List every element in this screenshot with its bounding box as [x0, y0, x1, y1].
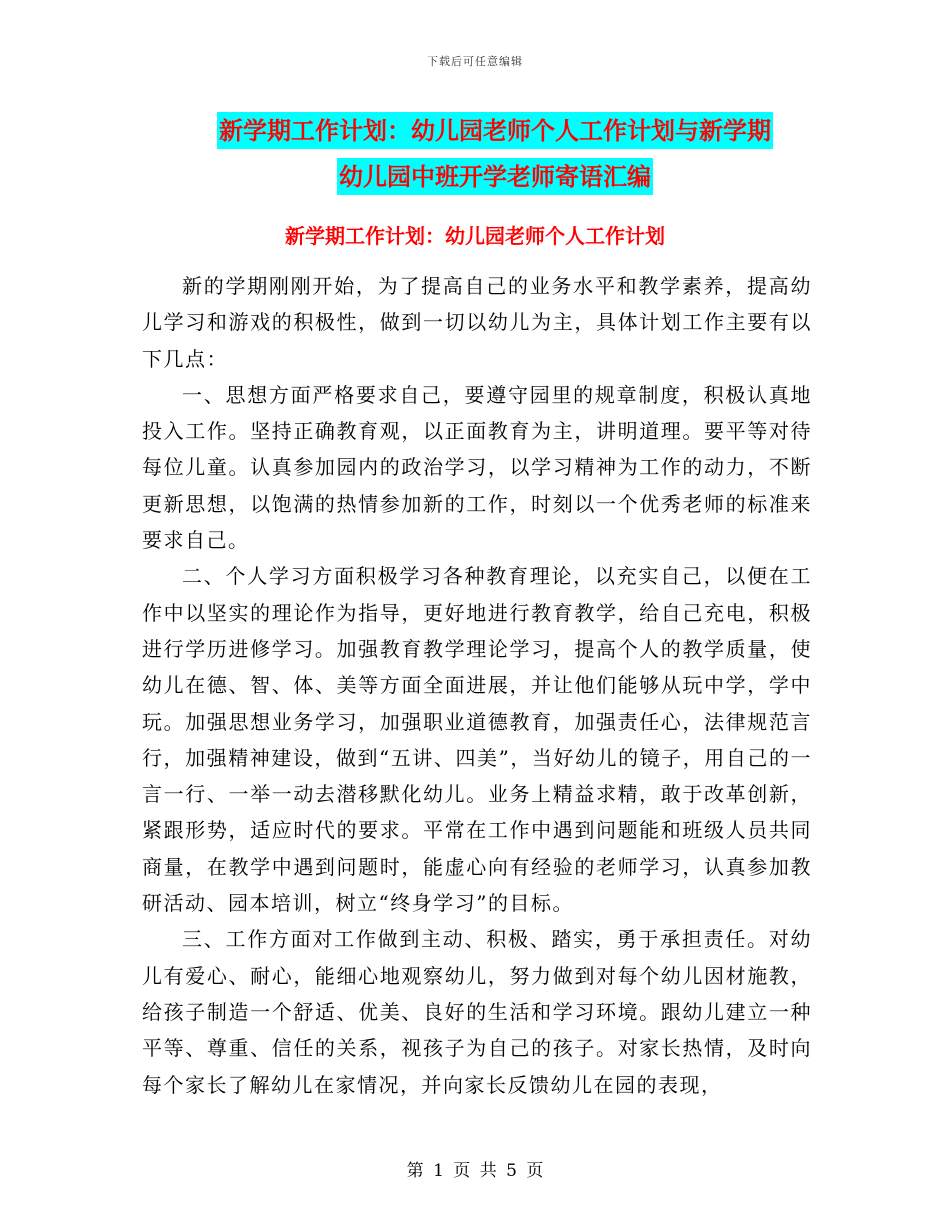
header-note: 下载后可任意编辑 — [427, 55, 523, 68]
document-title-line-1: 新学期工作计划：幼儿园老师个人工作计划与新学期 — [217, 112, 773, 149]
paragraph-intro: 新的学期刚刚开始，为了提高自己的业务水平和教学素养，提高幼儿学习和游戏的积极性，做到一切以幼儿为主，具体计划工作主要有以下几点： — [142, 274, 812, 371]
paragraph-study: 二、个人学习方面积极学习各种教育理论，以充实自己，以便在工作中以坚实的理论作为指导，更好地进行教育教学，给自己充电，积极进行学历进修学习。加强教育教学理论学习，提高个人的教学质量，使幼儿在德、智、体、美等方面全面进展，并让他们能够从玩中学，学中玩。加强思想业务学习，加强职业道德教育，加强责任心，法律规范言行，加强精神建设，做到“五讲、四美”，当好幼儿的镜子，用自己的一言一行、一举一动去潜移默化幼儿。业务上精益求精，敢于改革创新，紧跟形势，适应时代的要求。平常在工作中遇到问题能和班级人员共同商量，在教学中遇到问题时，能虚心向有经验的老师学习，认真参加教研活动、园本培训，树立“终身学习”的目标。 — [142, 564, 812, 916]
document-body — [142, 268, 812, 1103]
document-title-line-2: 幼儿园中班开学老师寄语汇编 — [337, 158, 653, 195]
document-title — [140, 108, 850, 200]
paragraph-thought: 一、思想方面严格要求自己，要遵守园里的规章制度，积极认真地投入工作。坚持正确教育观，以正面教育为主，讲明道理。要平等对待每位儿童。认真参加园内的政治学习，以学习精神为工作的动力，不断更新思想，以饱满的热情参加新的工作，时刻以一个优秀老师的标准来要求自己。 — [142, 382, 812, 553]
section-title: 新学期工作计划：幼儿园老师个人工作计划 — [285, 224, 665, 248]
paragraph-work: 三、工作方面对工作做到主动、积极、踏实，勇于承担责任。对幼儿有爱心、耐心，能细心地观察幼儿，努力做到对每个幼儿因材施教，给孩子制造一个舒适、优美、良好的生活和学习环境。跟幼儿建立一种平等、尊重、信任的关系，视孩子为自己的孩子。对家长热情，及时向每个家长了解幼儿在家情况，并向家长反馈幼儿在园的表现， — [142, 927, 812, 1097]
page-number: 第 1 页 共 5 页 — [406, 1161, 544, 1181]
